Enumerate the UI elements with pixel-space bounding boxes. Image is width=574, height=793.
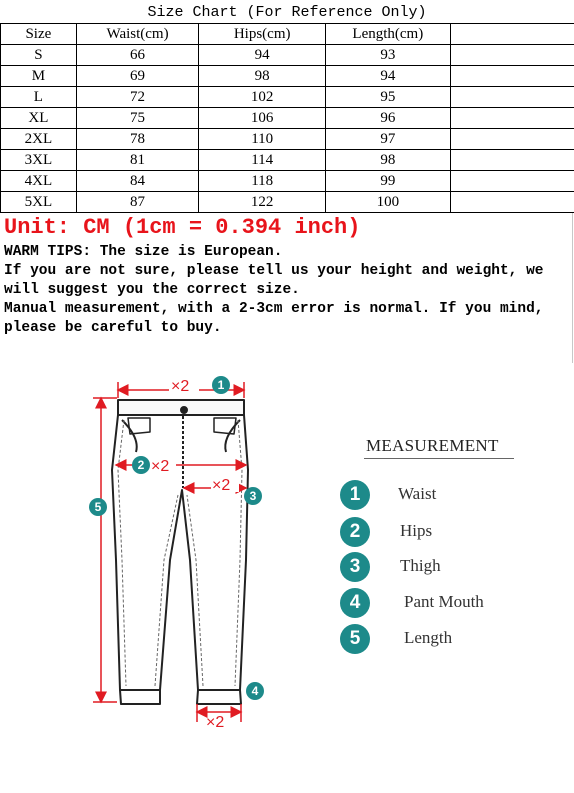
cell-hips: 110 (199, 129, 326, 150)
cell-waist: 75 (76, 108, 199, 129)
table-row (1, 171, 574, 192)
header-waist: Waist(cm) (76, 24, 199, 45)
legend-label: Pant Mouth (404, 592, 484, 611)
legend-num: 1 (340, 480, 370, 510)
cell-empty (450, 45, 574, 66)
cell-hips: 102 (199, 87, 326, 108)
advice-line-1: If you are not sure, please tell us your height and weight, we (4, 263, 544, 279)
cell-hips: 114 (199, 150, 326, 171)
cell-length: 97 (325, 129, 450, 150)
pants-outline (112, 400, 248, 704)
pants-diagram (0, 360, 300, 740)
cell-hips: 122 (199, 192, 326, 213)
badge-3: 3 (249, 489, 257, 503)
cell-empty (450, 171, 574, 192)
badge-2: 2 (137, 458, 145, 472)
cell-size: 3XL (1, 150, 77, 171)
cell-waist: 84 (76, 171, 199, 192)
legend-label: Hips (400, 521, 433, 540)
cell-waist: 78 (76, 129, 199, 150)
header-length: Length(cm) (325, 24, 450, 45)
cell-size: L (1, 87, 77, 108)
cell-length: 96 (325, 108, 450, 129)
table-row (1, 87, 574, 108)
chart-title: Size Chart (For Reference Only) (147, 4, 427, 21)
table-row (1, 150, 574, 171)
cell-empty (450, 87, 574, 108)
cell-empty (450, 129, 574, 150)
table-row (1, 66, 574, 87)
cell-size: M (1, 66, 77, 87)
table-row (1, 192, 574, 213)
badge-4: 4 (251, 684, 259, 698)
legend-label: Waist (398, 484, 437, 503)
cell-hips: 118 (199, 171, 326, 192)
divider (572, 213, 573, 363)
badge-1: 1 (217, 378, 225, 392)
legend-label: Thigh (400, 556, 441, 575)
legend-title: MEASUREMENT (366, 436, 499, 455)
legend-num: 4 (340, 588, 370, 618)
cell-empty (450, 66, 574, 87)
table-row (1, 108, 574, 129)
cell-size: S (1, 45, 77, 66)
warm-tips: WARM TIPS: The size is European. (4, 244, 283, 260)
cell-length: 100 (325, 192, 450, 213)
manual-line-2: please be careful to buy. (4, 320, 222, 336)
cell-size: 5XL (1, 192, 77, 213)
cell-waist: 66 (76, 45, 199, 66)
header-empty (450, 24, 574, 45)
cell-empty (450, 192, 574, 213)
cell-length: 95 (325, 87, 450, 108)
unit-note: Unit: CM (1cm = 0.394 inch) (4, 215, 361, 240)
cell-waist: 81 (76, 150, 199, 171)
cell-empty (450, 108, 574, 129)
cell-size: XL (1, 108, 77, 129)
legend-num: 5 (340, 624, 370, 654)
cell-length: 94 (325, 66, 450, 87)
cell-hips: 94 (199, 45, 326, 66)
legend-label: Length (404, 628, 453, 647)
hips-x2: ×2 (151, 458, 170, 475)
size-table (0, 23, 574, 213)
badge-5: 5 (94, 500, 102, 514)
legend-num: 2 (340, 517, 370, 547)
header-hips: Hips(cm) (199, 24, 326, 45)
advice-line-2: will suggest you the correct size. (4, 282, 300, 298)
cell-size: 2XL (1, 129, 77, 150)
cell-length: 93 (325, 45, 450, 66)
table-row (1, 45, 574, 66)
header-size: Size (1, 24, 77, 45)
cell-length: 98 (325, 150, 450, 171)
table-header-row (1, 24, 574, 45)
cell-waist: 69 (76, 66, 199, 87)
manual-line-1: Manual measurement, with a 2-3cm error is normal. If you mind, (4, 301, 544, 317)
cell-waist: 72 (76, 87, 199, 108)
cell-hips: 106 (199, 108, 326, 129)
legend-num: 3 (340, 552, 370, 582)
table-row (1, 129, 574, 150)
cell-empty (450, 150, 574, 171)
cell-length: 99 (325, 171, 450, 192)
pant-mouth-x2: ×2 (206, 714, 225, 731)
cell-waist: 87 (76, 192, 199, 213)
thigh-x2: ×2 (212, 477, 231, 494)
cell-size: 4XL (1, 171, 77, 192)
waist-x2: ×2 (171, 378, 190, 395)
cell-hips: 98 (199, 66, 326, 87)
legend-underline (364, 458, 514, 459)
